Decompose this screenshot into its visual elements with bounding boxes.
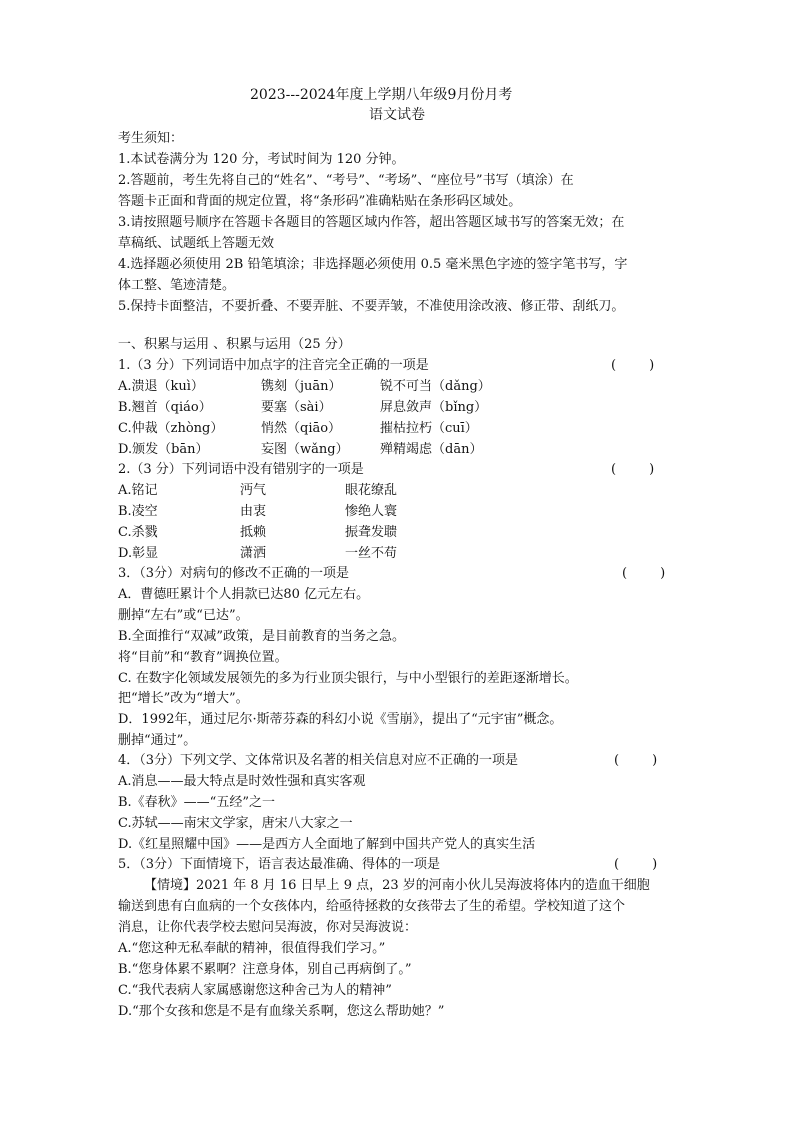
answer-paren: ( ) xyxy=(614,857,658,872)
answer-paren: ( ) xyxy=(614,753,658,768)
context-line: 消息，让你代表学校去慰问吴海波，你对吴海波说： xyxy=(118,920,418,935)
answer-paren: ( ) xyxy=(611,358,655,373)
option-d-word: 殚精竭虑（dān） xyxy=(380,442,483,457)
notice-item: 1.本试卷满分为 120 分，考试时间为 120 分钟。 xyxy=(118,152,405,167)
notice-item: 草稿纸、试题纸上答题无效 xyxy=(118,236,275,251)
answer-paren: ( ) xyxy=(622,566,666,581)
notice-item: 4.选择题必须使用 2B 铅笔填涂；非选择题必须使用 0.5 毫米黑色字迹的签字笔书写，字 xyxy=(118,257,628,272)
notice-item: 答题卡正面和背面的规定位置，将“条形码”准确粘贴在条形码区域处。 xyxy=(118,194,522,209)
option-d-word: 妄图（wǎng） xyxy=(261,442,349,457)
option-line: B.《春秋》——“五经”之一 xyxy=(118,795,275,810)
question-line: A．曹德旺累计个人捐款已达80 亿元左右。 xyxy=(118,587,370,602)
question-line: 将“目前”和“教育”调换位置。 xyxy=(118,650,288,665)
option-line: B.“您身体累不累啊？注意身体，别自己再病倒了。” xyxy=(118,962,412,977)
option-a-word: 沔气 xyxy=(240,483,267,498)
section-heading: 一、积累与运用 、积累与运用（25 分） xyxy=(118,337,351,352)
option-b: B.翘首（qiáo） xyxy=(118,400,212,415)
question-1-stem: 1.（3 分）下列词语中加点字的注音完全正确的一项是 xyxy=(118,358,429,373)
option-a: A.溃退（kuì） xyxy=(118,379,204,394)
option-c: C.仲裁（zhòng） xyxy=(118,421,224,436)
context-line: 【情境】2021 年 8 月 16 日早上 9 点，23 岁的河南小伙儿吴海波将体内的造血干细胞 xyxy=(144,878,650,893)
exam-title: 2023---2024年度上学期八年级9月份月考 xyxy=(250,87,513,103)
question-4-stem: 4．（3分）下列文学、文体常识及名著的相关信息对应不正确的一项是 xyxy=(118,753,519,768)
option-b: B.凌空 xyxy=(118,504,158,519)
exam-subtitle: 语文试卷 xyxy=(369,107,425,123)
option-d: D.彰显 xyxy=(118,546,159,561)
notice-heading: 考生须知： xyxy=(118,131,184,146)
question-line: 把“增长”改为“增大”。 xyxy=(118,691,249,706)
option-a-word: 镌刻（juān） xyxy=(261,379,342,394)
notice-item: 2.答题前，考生先将自己的“姓名”、“考号”、“考场”、“座位号”书写（填涂）在 xyxy=(118,173,574,188)
question-line: D．1992年，通过尼尔·斯蒂芬森的科幻小说《雪崩》，提出了“元宇宙”概念。 xyxy=(118,712,563,727)
question-line: B.全面推行“双减”政策，是目前教育的当务之急。 xyxy=(118,629,405,644)
option-line: A.消息——最大特点是时效性强和真实客观 xyxy=(118,774,366,789)
option-b-word: 屏息敛声（bǐng） xyxy=(380,400,488,415)
option-b-word: 要塞（sài） xyxy=(261,400,332,415)
option-d-word: 一丝不苟 xyxy=(345,546,398,561)
notice-item: 5.保持卡面整洁，不要折叠、不要弄脏、不要弄皱，不准使用涂改液、修正带、刮纸刀。 xyxy=(118,299,625,314)
notice-item: 体工整、笔迹清楚。 xyxy=(118,278,236,293)
question-line: C. 在数字化领域发展领先的多为行业顶尖银行，与中小型银行的差距逐渐增长。 xyxy=(118,671,578,686)
option-b-word: 由衷 xyxy=(240,504,267,519)
option-a-word: 眼花缭乱 xyxy=(345,483,398,498)
question-line: 删掉“通过”。 xyxy=(118,733,197,748)
option-line: A.“您这种无私奉献的精神，很值得我们学习。” xyxy=(118,941,386,956)
question-2-stem: 2.（3 分）下列词语中没有错别字的一项是 xyxy=(118,462,364,477)
answer-paren: ( ) xyxy=(611,462,655,477)
option-line: C.“我代表病人家属感谢您这种舍己为人的精神” xyxy=(118,983,392,998)
option-c-word: 抵赖 xyxy=(240,525,267,540)
option-a: A.铭记 xyxy=(118,483,158,498)
option-c-word: 悄然（qiāo） xyxy=(261,421,342,436)
option-line: D.“那个女孩和您是不是有血缘关系啊，您这么帮助她？” xyxy=(118,1004,445,1019)
question-line: 删掉“左右”或“已达”。 xyxy=(118,608,249,623)
option-c: C.杀戮 xyxy=(118,525,158,540)
option-d: D.颁发（bān） xyxy=(118,442,209,457)
question-5-stem: 5．（3分）下面情境下，语言表达最准确、得体的一项是 xyxy=(118,857,441,872)
context-line: 输送到患有白血病的一个女孩体内，给亟待拯救的女孩带去了生的希望。学校知道了这个 xyxy=(118,899,626,914)
option-line: D.《红星照耀中国》——是西方人全面地了解到中国共产党人的真实生活 xyxy=(118,837,536,852)
notice-item: 3.请按照题号顺序在答题卡各题目的答题区域内作答，超出答题区域书写的答案无效；在 xyxy=(118,215,625,230)
option-a-word: 锐不可当（dǎng） xyxy=(380,379,491,394)
option-b-word: 惨绝人寰 xyxy=(345,504,398,519)
option-d-word: 潇洒 xyxy=(240,546,267,561)
option-c-word: 振聋发聩 xyxy=(345,525,398,540)
question-3-stem: 3．（3分）对病句的修改不正确的一项是 xyxy=(118,566,350,581)
option-c-word: 摧枯拉朽（cuī） xyxy=(380,421,478,436)
option-line: C.苏轼——南宋文学家，唐宋八大家之一 xyxy=(118,816,353,831)
